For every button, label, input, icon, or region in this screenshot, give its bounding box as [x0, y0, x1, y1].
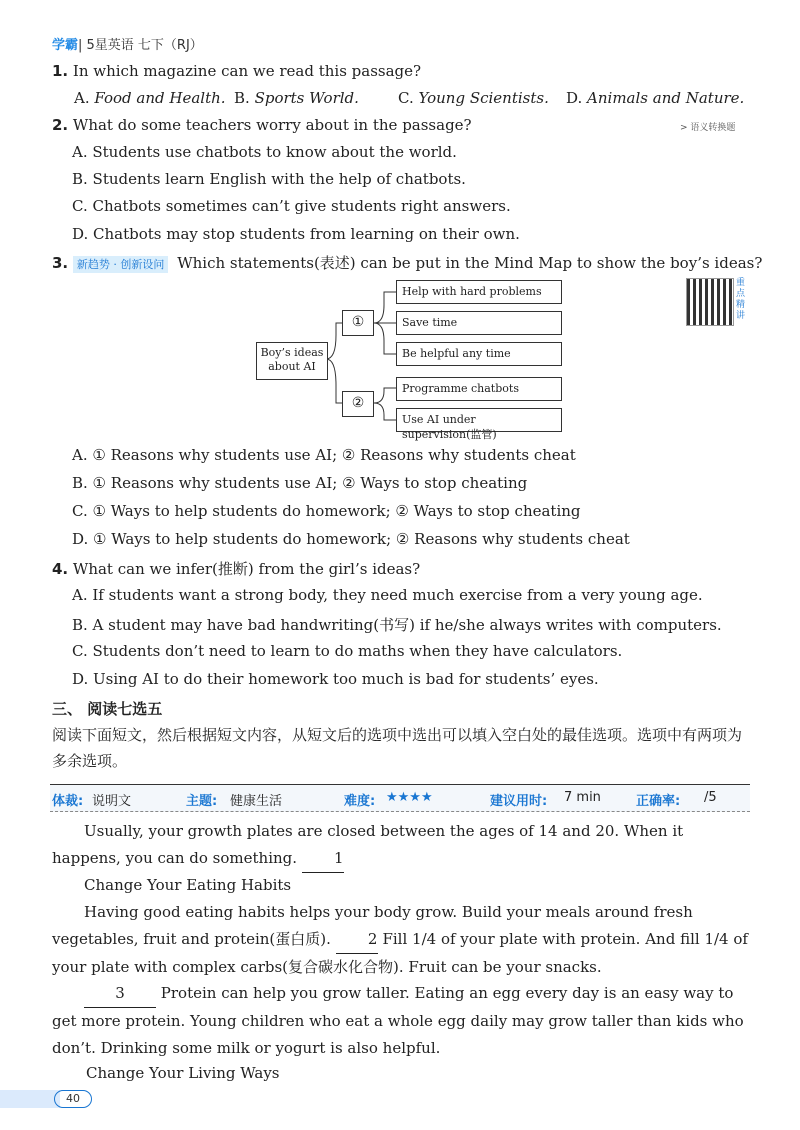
- question-4: 4. What can we infer(推断) from the girl’s ideas?: [52, 560, 421, 578]
- passage-paragraph-3: 3 Protein can help you grow taller. Eating an egg every day is an easy way to get more protein. Young children who eat a whole egg daily may grow taller than kids who don’t. Drinking some milk or yogurt is also helpful.: [52, 980, 752, 1062]
- passage-paragraph-1: Usually, your growth plates are closed between the ages of 14 and 20. When it happens, you can do something. 1: [52, 818, 752, 873]
- passage-heading-1: Change Your Eating Habits: [84, 876, 292, 894]
- blank-1[interactable]: 1: [302, 845, 344, 873]
- q2-option-b: B. Students learn English with the help of chatbots.: [72, 170, 466, 188]
- q4-option-a: A. If students want a strong body, they need much exercise from a very young age.: [72, 586, 703, 604]
- qr-code-icon[interactable]: [686, 278, 734, 326]
- q4-option-b: B. A student may have bad handwriting(书写) if he/she always writes with computers.: [72, 616, 722, 634]
- blank-3[interactable]: 3: [84, 980, 156, 1008]
- genre-value: 说明文: [92, 794, 132, 809]
- passage-heading-2: Change Your Living Ways: [86, 1064, 280, 1082]
- q4-option-d: D. Using AI to do their homework too much is bad for students’ eyes.: [72, 670, 599, 688]
- section-instruction: 阅读下面短文，然后根据短文内容，从短文后的选项中选出可以填入空白处的最佳选项。选项中有两项为多余选项。: [52, 726, 743, 770]
- page-footer-bar: [0, 1090, 60, 1108]
- page-number: 40: [54, 1090, 92, 1108]
- mindmap-node-1: ①: [342, 310, 374, 336]
- q1-option-c: C. Young Scientists.: [398, 89, 549, 107]
- q3-option-a: A. ① Reasons why students use AI; ② Reasons why students cheat: [72, 446, 576, 464]
- time-value: 7 min: [564, 790, 601, 805]
- qr-label: 重点精讲: [736, 278, 746, 321]
- q1-option-a: A. Food and Health.: [74, 89, 226, 107]
- q2-option-a: A. Students use chatbots to know about the world.: [72, 143, 457, 161]
- topic-value: 健康生活: [230, 794, 283, 809]
- question-3: 3. 新趋势 · 创新设问 Which statements(表述) can be put in the Mind Map to show the boy’s ideas?: [52, 254, 763, 272]
- time-label: 建议用时:: [490, 794, 548, 809]
- q3-option-b: B. ① Reasons why students use AI; ② Ways to stop cheating: [72, 474, 528, 492]
- series-title: | 5星英语 七下（RJ）: [78, 38, 203, 53]
- topic-label: 主题:: [186, 794, 218, 809]
- question-type-tag: > 语义转换题: [680, 123, 736, 133]
- q2-option-c: C. Chatbots sometimes can’t give students right answers.: [72, 197, 511, 215]
- difficulty-label: 难度:: [344, 794, 376, 809]
- mindmap-root: Boy’s ideas about AI: [256, 342, 328, 380]
- q3-option-c: C. ① Ways to help students do homework; ② Ways to stop cheating: [72, 502, 581, 520]
- mindmap-leaf: Help with hard problems: [396, 280, 562, 304]
- difficulty-stars-icon: ★★★★: [386, 790, 433, 805]
- trend-badge: 新趋势 · 创新设问: [73, 256, 169, 273]
- mindmap-leaf: Be helpful any time: [396, 342, 562, 366]
- q1-option-b: B. Sports World.: [234, 89, 359, 107]
- mindmap-node-2: ②: [342, 391, 374, 417]
- passage-paragraph-2: Having good eating habits helps your body grow. Build your meals around fresh vegetables, fruit and protein(蛋白质). 2 Fill 1/4 of your plate with protein. And fill 1/4 of your plate with complex carbs(复合碳水化合物). Fruit can be your snacks.: [52, 903, 748, 976]
- accuracy-value: /5: [704, 790, 717, 805]
- q3-option-d: D. ① Ways to help students do homework; ② Reasons why students cheat: [72, 530, 630, 548]
- mindmap-leaf: Programme chatbots: [396, 377, 562, 401]
- q1-option-d: D. Animals and Nature.: [566, 89, 745, 107]
- section-title: 三、 阅读七选五: [52, 700, 163, 718]
- q4-option-c: C. Students don’t need to learn to do maths when they have calculators.: [72, 642, 623, 660]
- question-2: 2. What do some teachers worry about in the passage?: [52, 116, 472, 134]
- page-header: [52, 34, 203, 53]
- q2-option-d: D. Chatbots may stop students from learning on their own.: [72, 225, 520, 243]
- accuracy-label: 正确率:: [636, 794, 681, 809]
- question-1: 1. In which magazine can we read this passage?: [52, 62, 422, 80]
- genre-label: 体裁:: [52, 794, 84, 809]
- info-bar: [50, 784, 750, 812]
- mindmap-leaf: Save time: [396, 311, 562, 335]
- brand-logo: 学霸: [52, 38, 79, 53]
- mindmap-leaf: Use AI under supervision(监管): [396, 408, 562, 432]
- blank-2[interactable]: 2: [336, 926, 378, 954]
